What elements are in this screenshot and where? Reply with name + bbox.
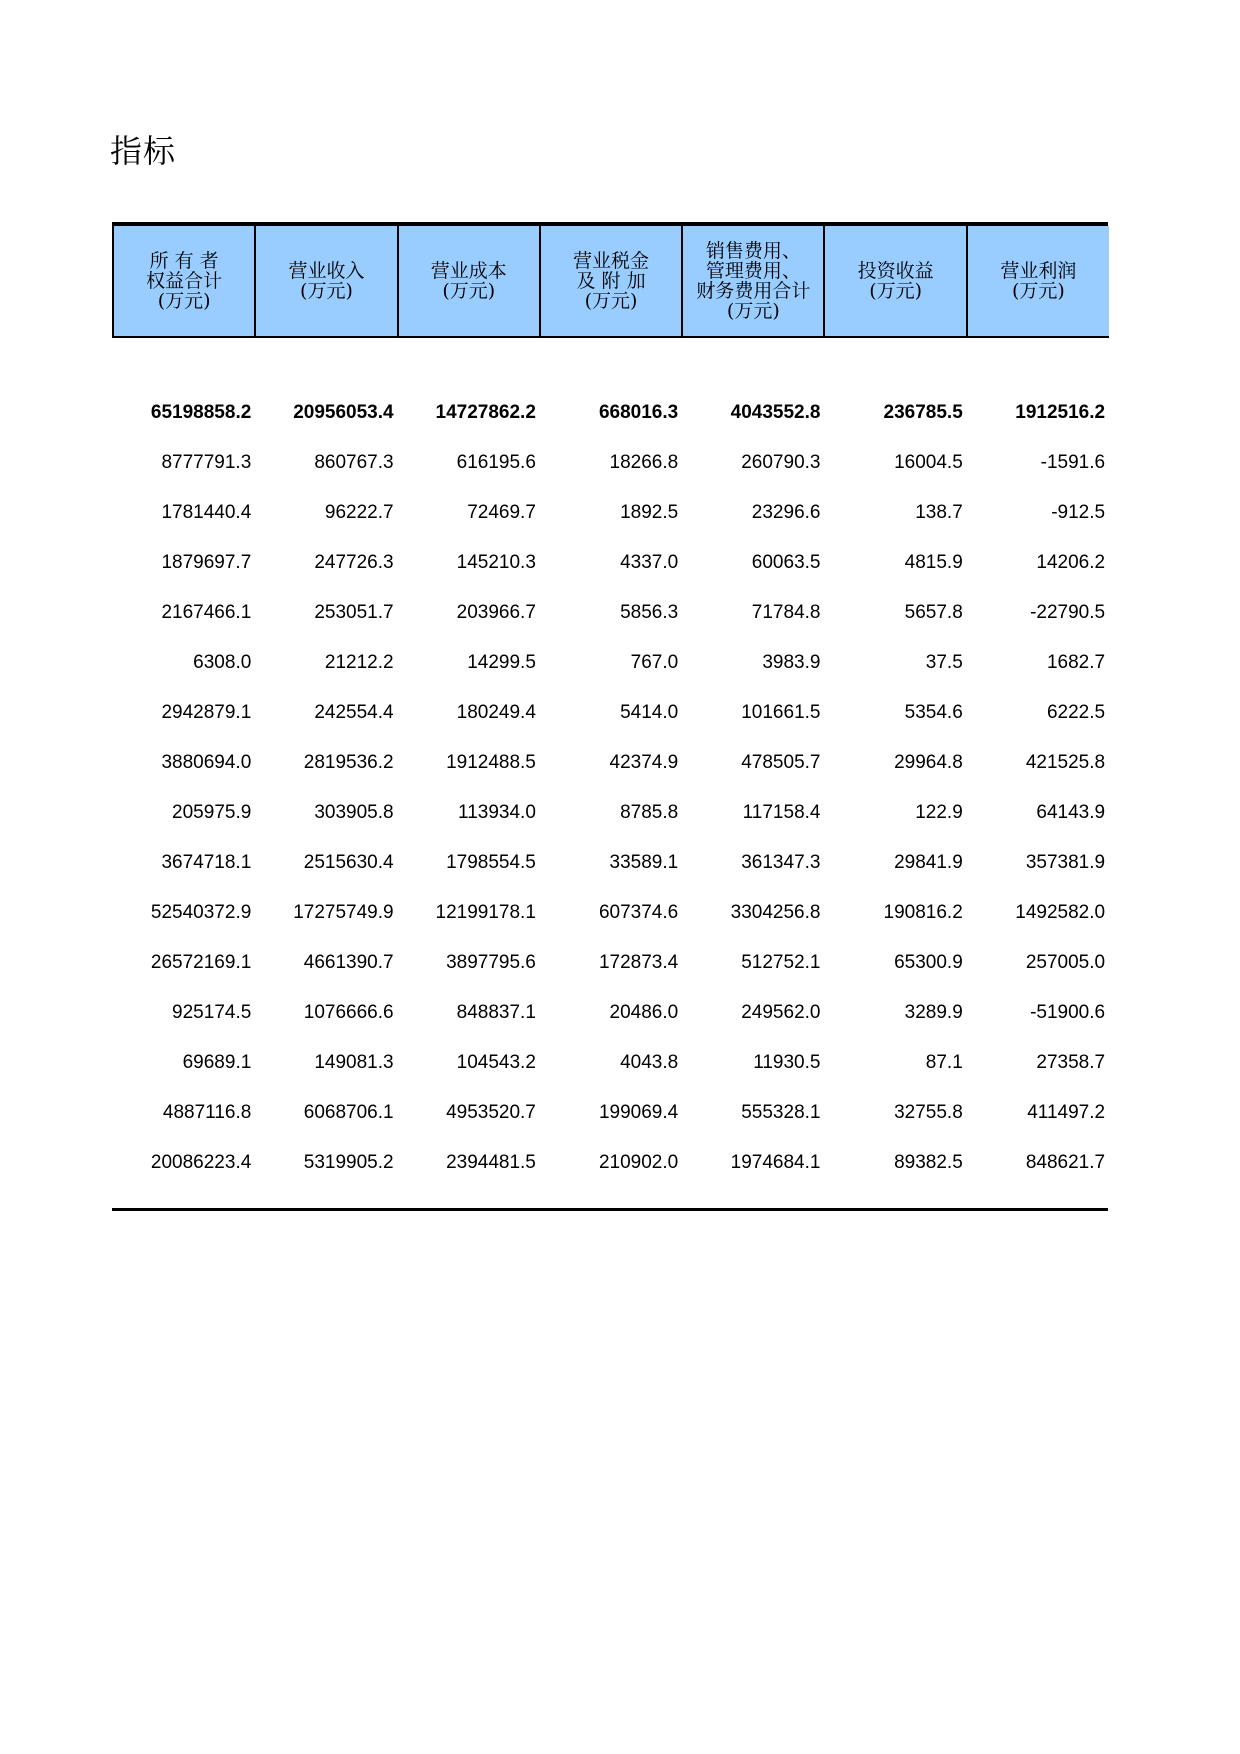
table-cell: 411497.2 bbox=[1027, 1102, 1106, 1123]
table-row bbox=[113, 438, 1109, 488]
table-cell: 11930.5 bbox=[753, 1052, 821, 1073]
table-cell: 172873.4 bbox=[598, 952, 679, 973]
table-cell: -912.5 bbox=[1051, 502, 1106, 523]
table-cell: 421525.8 bbox=[1025, 752, 1106, 773]
table-cell: 72469.7 bbox=[467, 502, 536, 523]
header-equity-total: 所 有 者 权益合计 (万元) bbox=[113, 226, 255, 337]
table-cell: 33589.1 bbox=[609, 852, 679, 873]
table-cell: 1879697.7 bbox=[161, 552, 252, 573]
table-cell: 257005.0 bbox=[1025, 952, 1106, 973]
table-cell: 14206.2 bbox=[1036, 552, 1106, 573]
table-cell: 37.5 bbox=[925, 652, 963, 673]
table-cell: 1076666.6 bbox=[303, 1002, 394, 1023]
table-cell: 21212.2 bbox=[324, 652, 394, 673]
table-cell: 104543.2 bbox=[456, 1052, 536, 1073]
table-cell: 2167466.1 bbox=[161, 602, 252, 623]
table-cell: -51900.6 bbox=[1030, 1002, 1106, 1023]
table-cell: 64143.9 bbox=[1036, 802, 1106, 823]
table-cell: 122.9 bbox=[915, 802, 963, 823]
table-cell: 1682.7 bbox=[1046, 652, 1106, 673]
table-cell: 65300.9 bbox=[894, 952, 963, 973]
header-investment-income: 投资收益 (万元) bbox=[824, 226, 966, 337]
table-row bbox=[113, 488, 1109, 538]
table-cell: 3304256.8 bbox=[730, 902, 821, 923]
table-cell: 303905.8 bbox=[314, 802, 394, 823]
table-row bbox=[113, 538, 1109, 588]
table-cell: 23296.6 bbox=[751, 502, 821, 523]
table-cell: 4043552.8 bbox=[730, 402, 821, 423]
table-cell: 5856.3 bbox=[620, 602, 679, 623]
table-cell: 14727862.2 bbox=[435, 402, 536, 423]
table-cell: 555328.1 bbox=[741, 1102, 821, 1123]
table-cell: 848837.1 bbox=[456, 1002, 536, 1023]
table-row-total bbox=[113, 388, 1109, 438]
table-cell: 203966.7 bbox=[456, 602, 536, 623]
table-cell: 42374.9 bbox=[609, 752, 679, 773]
table-cell: 3289.9 bbox=[904, 1002, 963, 1023]
table-cell: 101661.5 bbox=[741, 702, 821, 723]
table-cell: 3880694.0 bbox=[161, 752, 252, 773]
table-cell: -1591.6 bbox=[1040, 452, 1106, 473]
table-cell: 4887116.8 bbox=[162, 1102, 252, 1123]
table-row bbox=[113, 1088, 1109, 1138]
table-cell: 71784.8 bbox=[751, 602, 821, 623]
table-cell: 2942879.1 bbox=[161, 702, 252, 723]
header-business-tax: 营业税金 及 附 加 (万元) bbox=[540, 226, 682, 337]
table-cell: 616195.6 bbox=[456, 452, 536, 473]
table-cell: 1912516.2 bbox=[1015, 402, 1106, 423]
table-cell: 149081.3 bbox=[314, 1052, 394, 1073]
header-row bbox=[113, 226, 1109, 337]
table-cell: 3897795.6 bbox=[446, 952, 536, 973]
table-cell: 205975.9 bbox=[172, 802, 252, 823]
table-cell: 249562.0 bbox=[741, 1002, 821, 1023]
table-cell: 20086223.4 bbox=[150, 1152, 252, 1173]
table-cell: 4337.0 bbox=[620, 552, 679, 573]
table-cell: 32755.8 bbox=[894, 1102, 963, 1123]
table-cell: 247726.3 bbox=[314, 552, 394, 573]
table-row bbox=[113, 988, 1109, 1038]
table-cell: 848621.7 bbox=[1025, 1152, 1106, 1173]
page-title: 指标 bbox=[110, 132, 177, 170]
table-cell: 65198858.2 bbox=[150, 402, 252, 423]
data-table bbox=[112, 226, 1109, 1188]
table-cell: 89382.5 bbox=[894, 1152, 963, 1173]
table-row bbox=[113, 1138, 1109, 1188]
table-row bbox=[113, 638, 1109, 688]
header-operating-cost: 营业成本 (万元) bbox=[398, 226, 540, 337]
table-cell: 20486.0 bbox=[609, 1002, 679, 1023]
table-cell: 5354.6 bbox=[904, 702, 963, 723]
table-cell: 117158.4 bbox=[742, 802, 821, 823]
table-cell: 190816.2 bbox=[883, 902, 963, 923]
table-cell: 180249.4 bbox=[456, 702, 536, 723]
table-cell: 361347.3 bbox=[741, 852, 821, 873]
table-row bbox=[113, 688, 1109, 738]
table-cell: 4043.8 bbox=[620, 1052, 679, 1073]
table-cell: 199069.4 bbox=[598, 1102, 679, 1123]
table-cell: 27358.7 bbox=[1036, 1052, 1106, 1073]
table-cell: 6308.0 bbox=[193, 652, 252, 673]
table-cell: 925174.5 bbox=[172, 1002, 252, 1023]
table-cell: 1492582.0 bbox=[1015, 902, 1106, 923]
table-cell: 260790.3 bbox=[741, 452, 821, 473]
table-cell: 20956053.4 bbox=[293, 402, 394, 423]
table-cell: 5319905.2 bbox=[303, 1152, 394, 1173]
table-cell: 1912488.5 bbox=[446, 752, 536, 773]
header-operating-profit: 营业利润 (万元) bbox=[967, 226, 1109, 337]
data-table-container bbox=[112, 222, 1108, 1211]
table-cell: 2394481.5 bbox=[446, 1152, 536, 1173]
table-cell: 607374.6 bbox=[598, 902, 679, 923]
table-cell: 3674718.1 bbox=[161, 852, 252, 873]
table-cell: 478505.7 bbox=[741, 752, 821, 773]
table-cell: 60063.5 bbox=[751, 552, 821, 573]
table-cell: 8777791.3 bbox=[161, 452, 252, 473]
table-cell: 242554.4 bbox=[314, 702, 394, 723]
table-cell: 16004.5 bbox=[894, 452, 963, 473]
table-cell: 767.0 bbox=[630, 652, 679, 673]
table-cell: 1974684.1 bbox=[730, 1152, 821, 1173]
table-cell: 210902.0 bbox=[598, 1152, 679, 1173]
table-row bbox=[113, 1038, 1109, 1088]
table-cell: 14299.5 bbox=[467, 652, 536, 673]
table-cell: 6068706.1 bbox=[303, 1102, 394, 1123]
table-cell: 5657.8 bbox=[904, 602, 963, 623]
spacer-row bbox=[113, 337, 1109, 388]
table-cell: 357381.9 bbox=[1025, 852, 1106, 873]
table-cell: 17275749.9 bbox=[293, 902, 394, 923]
table-cell: 253051.7 bbox=[314, 602, 394, 623]
table-cell: 29841.9 bbox=[894, 852, 963, 873]
header-operating-revenue: 营业收入 (万元) bbox=[255, 226, 397, 337]
table-cell: 18266.8 bbox=[609, 452, 679, 473]
table-row bbox=[113, 888, 1109, 938]
table-cell: 52540372.9 bbox=[150, 902, 252, 923]
table-cell: 2515630.4 bbox=[303, 852, 394, 873]
table-cell: 96222.7 bbox=[324, 502, 394, 523]
header-expenses-total: 销售费用、 管理费用、 财务费用合计 (万元) bbox=[682, 226, 824, 337]
table-cell: 1781440.4 bbox=[161, 502, 252, 523]
table-cell: 4661390.7 bbox=[303, 952, 394, 973]
table-cell: 3983.9 bbox=[762, 652, 821, 673]
table-row bbox=[113, 738, 1109, 788]
table-cell: 1892.5 bbox=[620, 502, 679, 523]
table-cell: 2819536.2 bbox=[303, 752, 394, 773]
table-cell: 8785.8 bbox=[620, 802, 679, 823]
table-row bbox=[113, 788, 1109, 838]
table-cell: 236785.5 bbox=[883, 402, 963, 423]
table-cell: 5414.0 bbox=[620, 702, 679, 723]
table-row bbox=[113, 588, 1109, 638]
table-cell: 113934.0 bbox=[458, 802, 536, 823]
table-cell: 12199178.1 bbox=[435, 902, 536, 923]
table-row bbox=[113, 938, 1109, 988]
table-cell: 6222.5 bbox=[1046, 702, 1106, 723]
table-cell: 668016.3 bbox=[598, 402, 679, 423]
table-body bbox=[113, 337, 1109, 1188]
table-cell: 512752.1 bbox=[741, 952, 821, 973]
table-cell: 145210.3 bbox=[456, 552, 536, 573]
table-cell: 860767.3 bbox=[314, 452, 394, 473]
table-cell: 4953520.7 bbox=[446, 1102, 536, 1123]
table-cell: 69689.1 bbox=[182, 1052, 252, 1073]
table-cell: 26572169.1 bbox=[150, 952, 252, 973]
table-cell: 29964.8 bbox=[894, 752, 963, 773]
table-cell: 138.7 bbox=[915, 502, 963, 523]
table-row bbox=[113, 838, 1109, 888]
table-cell: 4815.9 bbox=[904, 552, 963, 573]
table-cell: 87.1 bbox=[925, 1052, 963, 1073]
table-cell: 1798554.5 bbox=[446, 852, 536, 873]
bottom-rule bbox=[112, 1208, 1108, 1211]
table-cell: -22790.5 bbox=[1030, 602, 1106, 623]
